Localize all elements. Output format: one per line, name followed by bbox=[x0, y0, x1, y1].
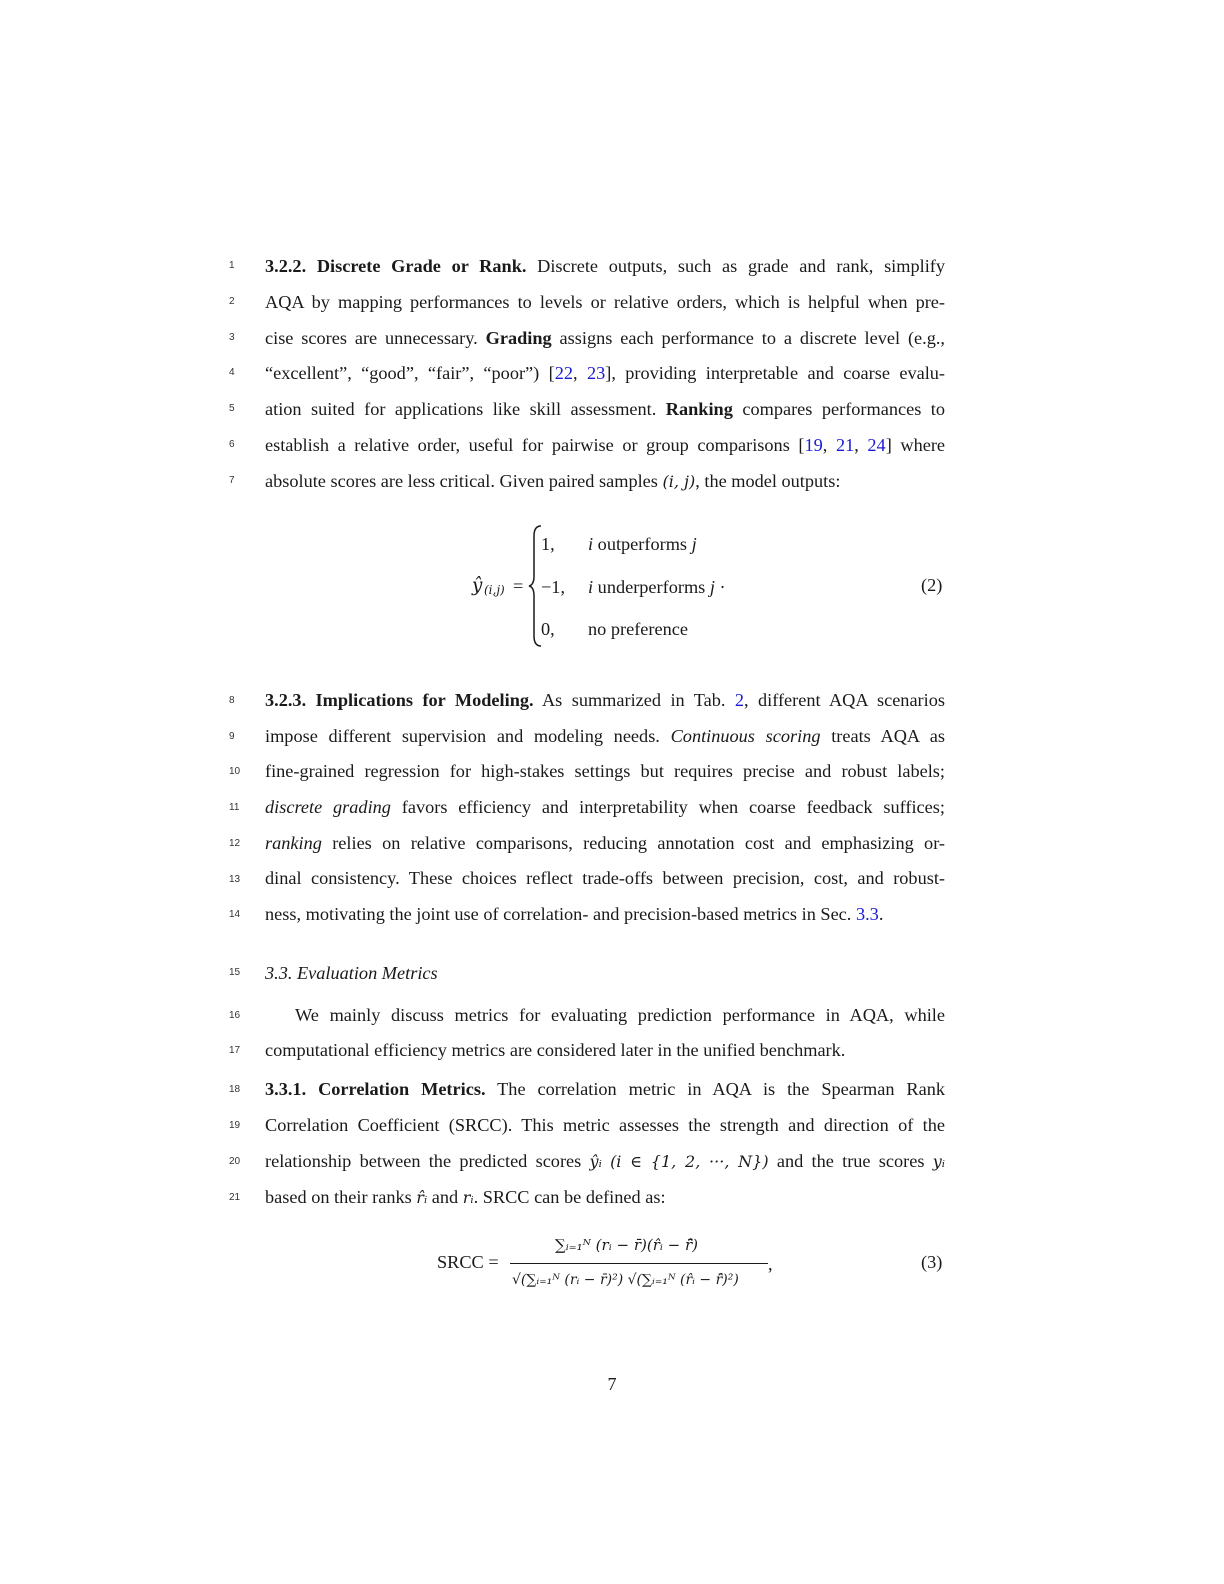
paragraph-line: AQA by mapping performances to levels or relative orders, which is helpful when pre- bbox=[265, 292, 945, 312]
paragraph-line: based on their ranks r̂ᵢ and rᵢ. SRCC can be defined as: bbox=[265, 1187, 666, 1207]
paragraph-line: relationship between the predicted scores ŷᵢ (i ∈ {1, 2, ···, N}) and the true scores yᵢ bbox=[265, 1151, 946, 1171]
case-1-value: 1, bbox=[541, 534, 555, 554]
section-ref-link[interactable]: 3.3 bbox=[855, 904, 879, 924]
line-number: 5 bbox=[229, 403, 235, 414]
citation-link[interactable]: 24 bbox=[867, 435, 886, 455]
section-heading: 3.2.2. Discrete Grade or Rank. bbox=[265, 256, 527, 276]
eq-lhs: ŷ bbox=[472, 575, 483, 596]
equation-number: (3) bbox=[921, 1252, 943, 1272]
term-grading: Grading bbox=[485, 328, 552, 348]
citation-link[interactable]: 21 bbox=[835, 435, 855, 455]
case-1-text: i outperforms j bbox=[588, 534, 697, 554]
line-number: 13 bbox=[229, 874, 241, 885]
eq-lhs-subscript: (i,j) bbox=[484, 583, 505, 597]
line-number: 15 bbox=[229, 967, 241, 978]
paragraph-line: discrete grading favors efficiency and interpretability when coarse feedback suffices; bbox=[265, 797, 945, 817]
eq-comma: , bbox=[768, 1254, 773, 1274]
paragraph-line: ness, motivating the joint use of correlation- and precision-based metrics in Sec. 3.3. bbox=[265, 904, 884, 924]
line-number: 16 bbox=[229, 1010, 241, 1021]
line-number: 18 bbox=[229, 1084, 241, 1095]
line-number: 19 bbox=[229, 1120, 241, 1131]
paragraph-line: 3.2.3. Implications for Modeling. As summarized in Tab. 2, different AQA scenarios bbox=[265, 690, 945, 710]
citation-link[interactable]: 23 bbox=[586, 363, 606, 383]
paragraph-line: 3.3.1. Correlation Metrics. The correlation metric in AQA is the Spearman Rank bbox=[265, 1079, 945, 1099]
line-number: 12 bbox=[229, 838, 241, 849]
line-number: 4 bbox=[229, 367, 235, 378]
paragraph-line: “excellent”, “good”, “fair”, “poor”) [22, 23], providing interpretable and coarse evalu- bbox=[265, 363, 946, 383]
line-number: 20 bbox=[229, 1156, 241, 1167]
paragraph-line: 3.2.2. Discrete Grade or Rank. Discrete outputs, such as grade and rank, simplify bbox=[265, 256, 946, 276]
eq-numerator: ∑ᵢ₌₁ᴺ (rᵢ − r̄)(r̂ᵢ − r̂̄) bbox=[555, 1236, 699, 1254]
line-number: 11 bbox=[229, 802, 240, 813]
section-heading: 3.2.3. Implications for Modeling. bbox=[265, 690, 534, 710]
line-number: 2 bbox=[229, 296, 235, 307]
term-ranking: Ranking bbox=[665, 399, 733, 419]
line-number: 14 bbox=[229, 909, 241, 920]
paragraph-line: cise scores are unnecessary. Grading assigns each performance to a discrete level (e.g., bbox=[265, 328, 946, 348]
paragraph-line: ation suited for applications like skill assessment. Ranking compares performances to bbox=[265, 399, 945, 419]
section-heading: 3.3.1. Correlation Metrics. bbox=[265, 1079, 486, 1099]
line-number: 17 bbox=[229, 1045, 241, 1056]
line-number: 8 bbox=[229, 695, 235, 706]
paragraph-line: computational efficiency metrics are considered later in the unified benchmark. bbox=[265, 1040, 846, 1060]
citation-link[interactable]: 19 bbox=[804, 435, 823, 455]
paragraph-line: establish a relative order, useful for pairwise or group comparisons [19, 21, 24] where bbox=[265, 435, 946, 455]
line-number: 21 bbox=[229, 1192, 241, 1203]
case-2-text: i underperforms j · bbox=[588, 577, 726, 597]
eq-lhs: SRCC = bbox=[437, 1252, 499, 1272]
fraction-bar bbox=[510, 1263, 768, 1264]
line-number: 10 bbox=[229, 766, 241, 777]
citation-link[interactable]: 22 bbox=[554, 363, 574, 383]
paragraph-line: fine-grained regression for high-stakes settings but requires precise and robust labels; bbox=[265, 761, 945, 781]
paragraph-line: ranking relies on relative comparisons, reducing annotation cost and emphasizing or- bbox=[265, 833, 946, 853]
case-3-value: 0, bbox=[541, 619, 555, 639]
paragraph-line: dinal consistency. These choices reflect trade-offs between precision, cost, and robust- bbox=[265, 868, 945, 888]
page-number: 7 bbox=[607, 1374, 617, 1394]
paragraph-line: impose different supervision and modeling needs. Continuous scoring treats AQA as bbox=[265, 726, 946, 746]
line-number: 6 bbox=[229, 439, 235, 450]
equation-number: (2) bbox=[921, 575, 943, 595]
eq-equals: = bbox=[513, 576, 524, 596]
paragraph-line: We mainly discuss metrics for evaluating prediction performance in AQA, while bbox=[295, 1005, 945, 1025]
eq-denominator: √(∑ᵢ₌₁ᴺ (rᵢ − r̄)²) √(∑ᵢ₌₁ᴺ (r̂ᵢ − r̂̄)²) bbox=[512, 1272, 739, 1288]
line-number: 1 bbox=[229, 260, 235, 271]
paragraph-line: Correlation Coefficient (SRCC). This metric assesses the strength and direction of the bbox=[265, 1115, 945, 1135]
math-pair: (i, j) bbox=[662, 472, 696, 491]
line-number: 3 bbox=[229, 332, 235, 343]
table-ref-link[interactable]: 2 bbox=[734, 690, 744, 710]
case-3-text: no preference bbox=[588, 619, 688, 639]
line-number: 9 bbox=[229, 731, 235, 742]
line-number: 7 bbox=[229, 475, 235, 486]
case-2-value: −1, bbox=[541, 577, 566, 597]
section-title: 3.3. Evaluation Metrics bbox=[265, 963, 438, 983]
paragraph-line: absolute scores are less critical. Given paired samples (i, j), the model outputs: bbox=[265, 471, 841, 491]
